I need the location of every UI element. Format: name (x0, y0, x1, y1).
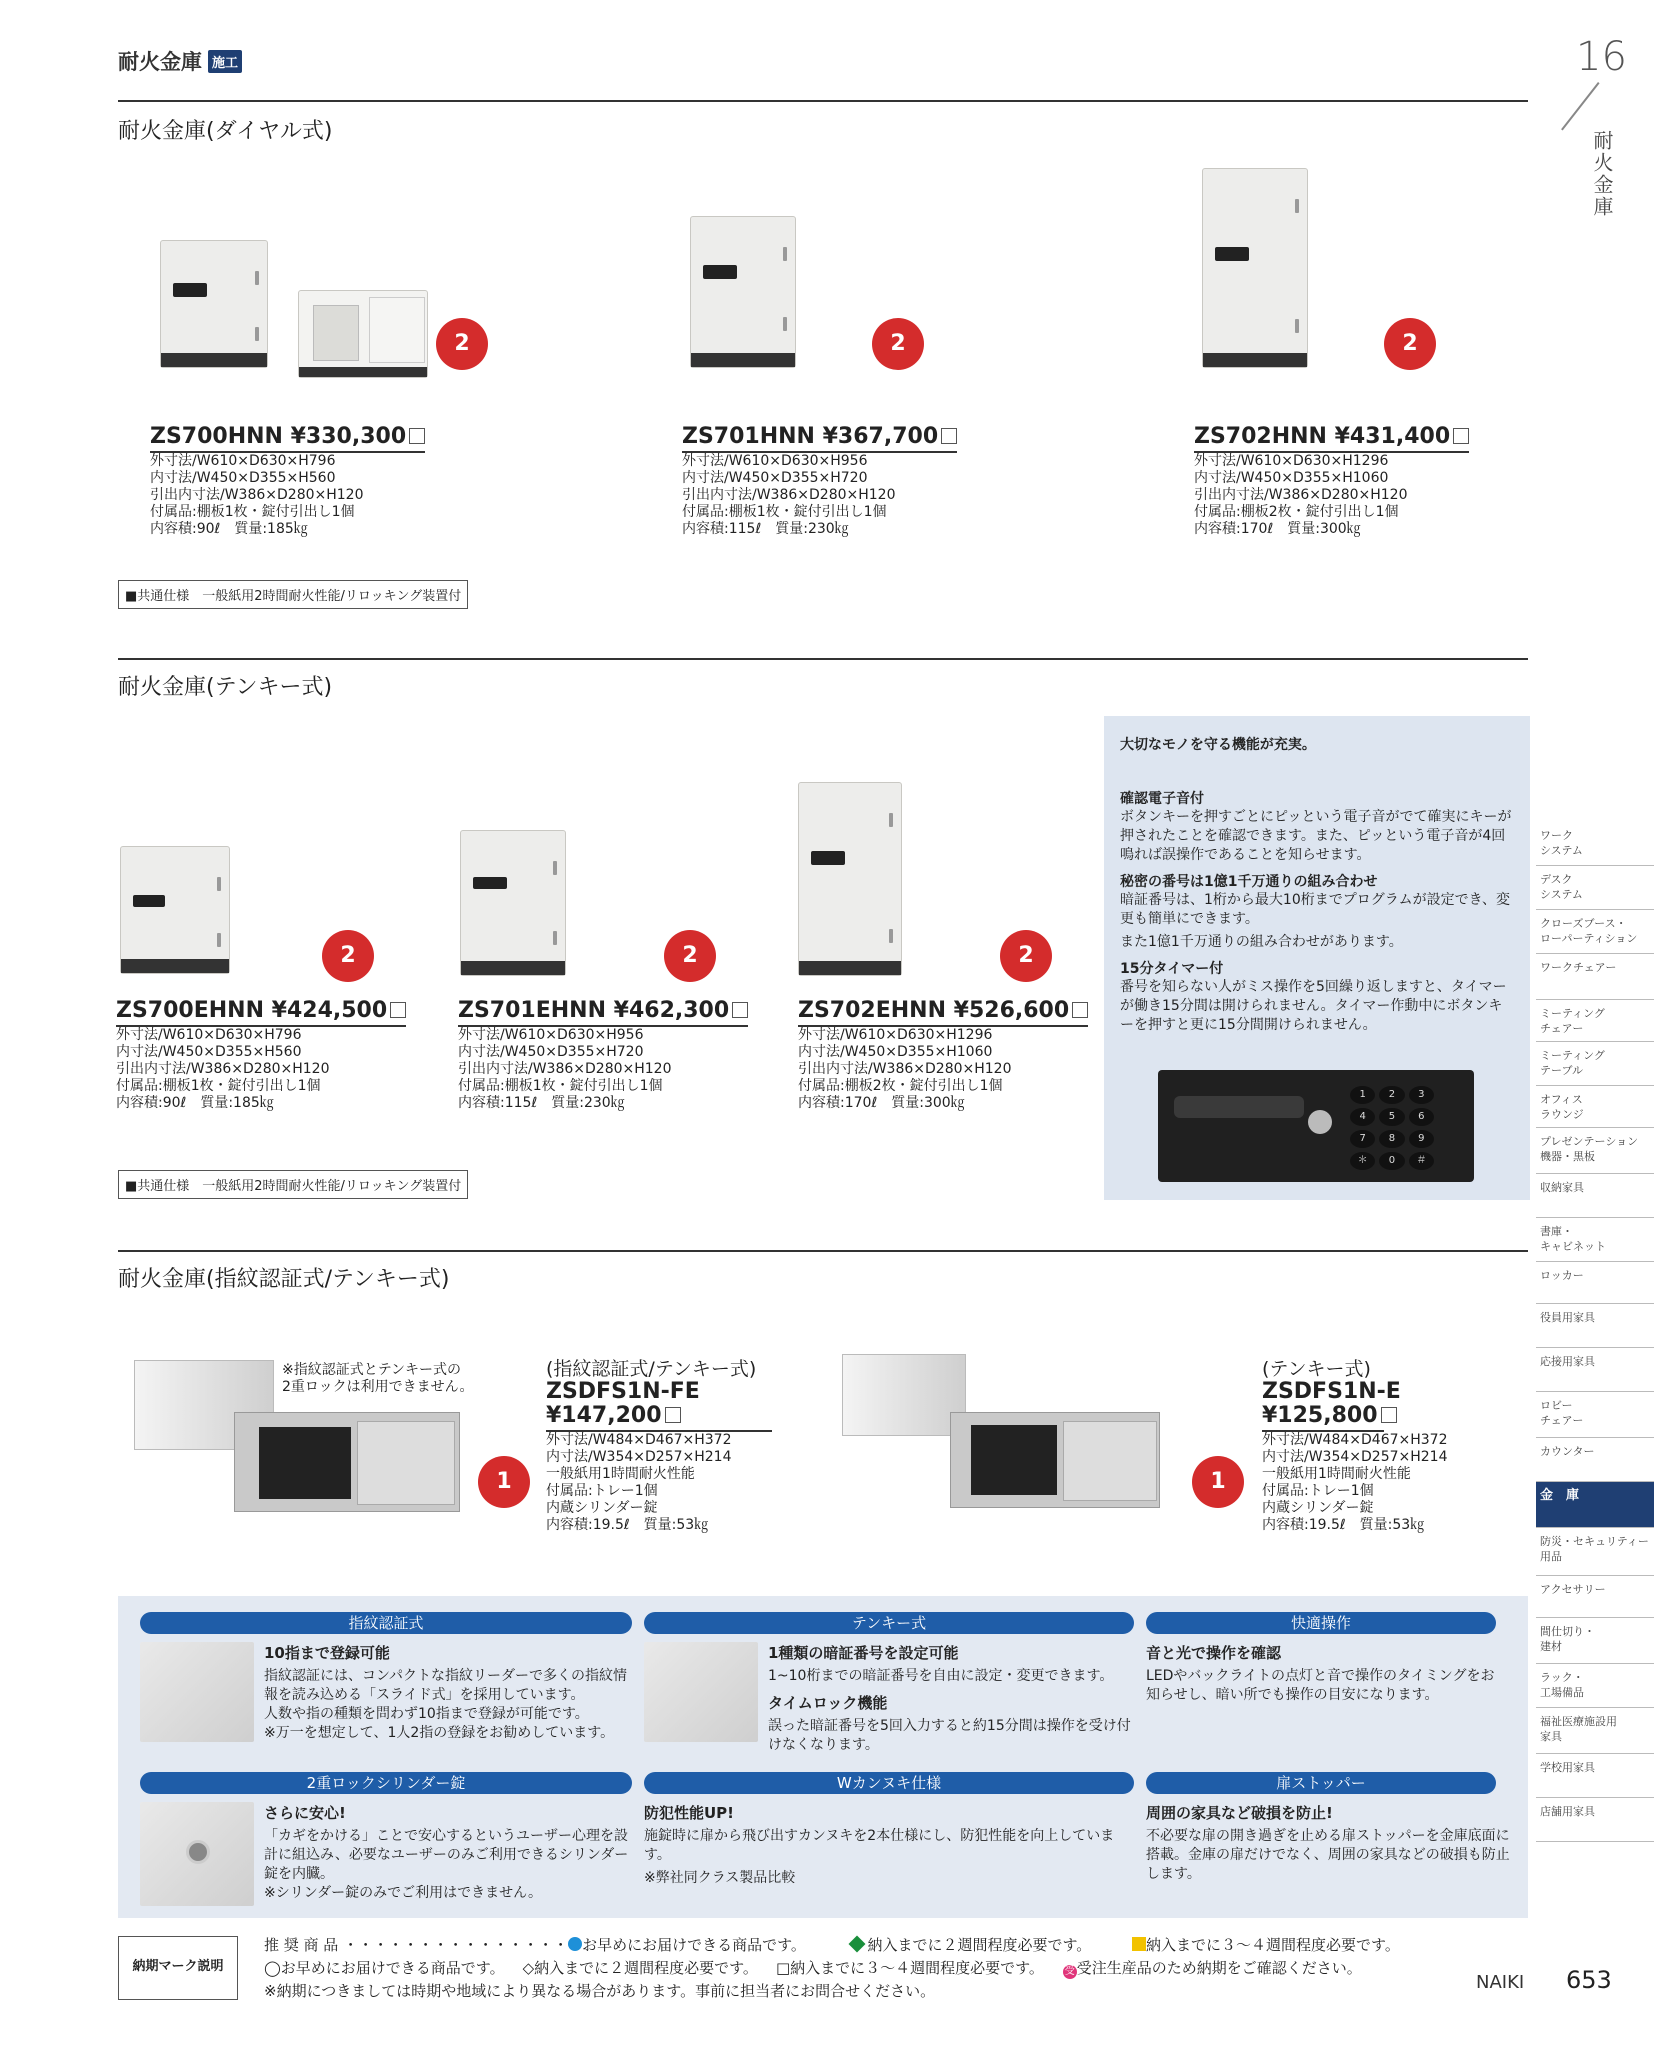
delivery-mark-icon: 2 (1384, 318, 1436, 370)
key: 4 (1350, 1108, 1375, 1126)
common-spec: ■共通仕様 一般紙用2時間耐火性能/リロッキング装置付 (118, 580, 468, 609)
product-card (682, 424, 957, 538)
feature-heading: 音と光で操作を確認 (1146, 1644, 1282, 1662)
category-title: 耐火金庫 (118, 50, 202, 74)
safe-image (690, 216, 796, 368)
sidebar-item[interactable]: ラック・ 工場備品 (1536, 1664, 1654, 1708)
feature-text: 人数や指の種類を問わず10指まで登録が可能です。 (264, 1706, 589, 1722)
key: 1 (1350, 1086, 1375, 1104)
sidebar-item[interactable]: オフィス ラウンジ (1536, 1086, 1654, 1128)
product-specs: 外寸法/W610×D630×H796 内寸法/W450×D355×H560 引出内寸法/W386×D280×H120 付属品:棚板1枚・錠付引出し1個 内容積:90ℓ 質量:185㎏ (150, 453, 364, 537)
feature-heading: 防犯性能UP! (644, 1804, 735, 1822)
feature-heading: 確認電子音付 (1120, 791, 1204, 807)
safe-open-image (234, 1412, 460, 1512)
product-card (1194, 424, 1469, 538)
sidebar-item[interactable]: ミーティング テーブル (1536, 1042, 1654, 1086)
delivery-mark-icon: 1 (478, 1456, 530, 1508)
sidebar-item[interactable]: 金 庫 (1536, 1482, 1654, 1528)
feature-block (264, 1802, 632, 1903)
legend-note: ※納期につきましては時期や地域により異なる場合があります。事前に担当者にお問合せください。 (264, 1982, 936, 2000)
key: 6 (1409, 1108, 1434, 1126)
page-category (118, 46, 242, 76)
product-model: ZSDFS1N-E (1262, 1379, 1401, 1404)
key: ＃ (1409, 1152, 1434, 1170)
feature-text: ※シリンダー錠のみでご利用はできません。 (264, 1885, 543, 1901)
feature-text: 不必要な扉の開き過ぎを止める扉ストッパーを金庫底面に搭載。金庫の扉だけでなく、周囲の家具などの破損も防止します。 (1146, 1828, 1510, 1882)
sidebar-item[interactable]: ワークチェアー (1536, 954, 1654, 1000)
delivery-mark-icon: 2 (436, 318, 488, 370)
feature-block (1146, 1802, 1512, 1884)
divider (118, 100, 1528, 102)
product-price: ¥147,200 (546, 1403, 772, 1432)
sidebar-item[interactable]: ロッカー (1536, 1262, 1654, 1304)
sidebar-item[interactable]: 福祉医療施設用 家具 (1536, 1708, 1654, 1754)
product-specs: 外寸法/W484×D467×H372 内寸法/W354×D257×H214 一般紙用1時間耐火性能 付属品:トレー1個 内蔵シリンダー錠 内容積:19.5ℓ 質量:53㎏ (1262, 1432, 1448, 1533)
sidebar-item[interactable]: 役員用家具 (1536, 1304, 1654, 1348)
finger-note: ※指紋認証式とテンキー式の 2重ロックは利用できません。 (282, 1362, 474, 1395)
feature-text: 指紋認証には、コンパクトな指紋リーダーで多くの指紋情報を読み込める「スライド式」を採用しています。 (264, 1668, 628, 1703)
sidebar-item[interactable]: プレゼンテーション 機器・黒板 (1536, 1128, 1654, 1174)
key: 0 (1379, 1152, 1404, 1170)
product-specs: 外寸法/W610×D630×H956 内寸法/W450×D355×H720 引出内寸法/W386×D280×H120 付属品:棚板1枚・錠付引出し1個 内容積:115ℓ 質量:230㎏ (682, 453, 896, 537)
feature-block (1146, 1642, 1506, 1705)
feature-text: 誤った暗証番号を5回入力すると約15分間は操作を受け付けなくなります。 (768, 1718, 1131, 1753)
sidebar-item[interactable]: 学校用家具 (1536, 1754, 1654, 1798)
safe-image (460, 830, 566, 976)
model-price: ZS700HNN ¥330,300 (150, 424, 425, 453)
key: 7 (1350, 1130, 1375, 1148)
feature-text: 番号を知らない人がミス操作を5回繰り返しますと、タイマーが働き15分間は開けられません。タイマー作動中にボタンキーを押すと更に15分間開けられません。 (1120, 979, 1507, 1033)
key: 9 (1409, 1130, 1434, 1148)
brand-name: NAIKI (1476, 1972, 1525, 1993)
feature-text: 1~10桁までの暗証番号を自由に設定・変更できます。 (768, 1668, 1114, 1684)
key: 2 (1379, 1086, 1404, 1104)
chapter-vertical-title: 耐火金庫 (1590, 130, 1614, 218)
feature-title: 大切なモノを守る機能が充実。 (1120, 737, 1316, 753)
section-title-finger: 耐火金庫(指紋認証式/テンキー式) (118, 1267, 450, 1292)
feature-heading: さらに安心! (264, 1804, 346, 1822)
sidebar-item[interactable]: デスク システム (1536, 866, 1654, 910)
page-number: 653 (1566, 1966, 1612, 1994)
feature-text: ※万一を想定して、1人2指の登録をお勧めしています。 (264, 1725, 615, 1741)
product-specs: 外寸法/W610×D630×H796 内寸法/W450×D355×H560 引出内寸法/W386×D280×H120 付属品:棚板1枚・錠付引出し1個 内容積:90ℓ 質量:185㎏ (116, 1027, 330, 1111)
feature-text: LEDやバックライトの点灯と音で操作のタイミングをお知らせし、暗い所でも操作の目安になります。 (1146, 1668, 1495, 1703)
legend-line-1: 推 奨 商 品 ・・・・・・・・・・・・・・・ お早めにお届けできる商品です。 納入までに２週間程度必要です。 納入までに３～４週間程度必要です。 (264, 1936, 1400, 1954)
feature-pill: テンキー式 (644, 1612, 1134, 1634)
product-card (116, 998, 406, 1112)
sidebar-item[interactable]: ミーティング チェアー (1536, 1000, 1654, 1042)
feature-pill: Wカンヌキ仕様 (644, 1772, 1134, 1794)
safe-open-image (950, 1412, 1160, 1508)
feature-heading: 15分タイマー付 (1120, 961, 1224, 977)
delivery-legend-label: 納期マーク説明 (118, 1936, 238, 2000)
product-type: (テンキー式) (1262, 1358, 1371, 1380)
product-card (458, 998, 748, 1112)
chapter-slash (1561, 82, 1600, 131)
sidebar-item[interactable]: ロビー チェアー (1536, 1392, 1654, 1438)
sidebar-item[interactable]: 書庫・ キャビネット (1536, 1218, 1654, 1262)
delivery-mark-icon: 1 (1192, 1456, 1244, 1508)
feature-text: ※弊社同クラス製品比較 (644, 1870, 796, 1886)
feature-block (644, 1802, 1124, 1888)
cylinder-lock-photo (140, 1802, 254, 1906)
product-price: ¥125,800 (1262, 1403, 1384, 1432)
feature-pill: 扉ストッパー (1146, 1772, 1496, 1794)
sidebar-item[interactable]: アクセサリー (1536, 1576, 1654, 1618)
feature-block (264, 1642, 632, 1743)
keypad-image (1158, 1070, 1474, 1182)
section-title-dial: 耐火金庫(ダイヤル式) (118, 119, 333, 144)
product-card (150, 424, 425, 538)
feature-text: 暗証番号は、1桁から最大10桁までプログラムが設定でき、変更も簡単にできます。 (1120, 892, 1511, 927)
safe-image (1202, 168, 1308, 368)
feature-heading: 周囲の家具など破損を防止! (1146, 1804, 1333, 1822)
key: 8 (1379, 1130, 1404, 1148)
feature-pill: 指紋認証式 (140, 1612, 632, 1634)
feature-heading: タイムロック機能 (768, 1694, 888, 1712)
product-card (546, 1354, 772, 1534)
keypad-photo (644, 1642, 758, 1742)
key: 3 (1409, 1086, 1434, 1104)
safe-image (120, 846, 230, 974)
key-cylinder-icon (1308, 1110, 1332, 1134)
product-card (798, 998, 1088, 1112)
delivery-mark-icon: 2 (872, 318, 924, 370)
feature-text: また1億1千万通りの組み合わせがあります。 (1120, 934, 1403, 950)
fingerprint-photo (140, 1642, 254, 1742)
sidebar-item[interactable]: カウンター (1536, 1438, 1654, 1482)
construction-badge: 施工 (208, 50, 242, 73)
feature-text: ボタンキーを押すごとにピッという電子音がでて確実にキーが押されたことを確認できます。また、ピッという電子音が4回鳴れば誤操作であることを知らせます。 (1120, 809, 1512, 863)
model-price: ZS700EHNN ¥424,500 (116, 998, 406, 1027)
sidebar-item[interactable]: クローズブース・ ローパーティション (1536, 910, 1654, 954)
safe-closed-image (842, 1354, 966, 1436)
safe-image (798, 782, 902, 976)
model-price: ZS701HNN ¥367,700 (682, 424, 957, 453)
common-spec: ■共通仕様 一般紙用2時間耐火性能/リロッキング装置付 (118, 1170, 468, 1199)
sidebar-item[interactable]: 収納家具 (1536, 1174, 1654, 1218)
model-price: ZS702EHNN ¥526,600 (798, 998, 1088, 1027)
keypad-grid (1350, 1086, 1434, 1170)
feature-heading: 10指まで登録可能 (264, 1644, 390, 1662)
chapter-number: 16 (1576, 34, 1627, 80)
feature-heading: 秘密の番号は1億1千万通りの組み合わせ (1120, 874, 1378, 890)
feature-text: 「カギをかける」ことで安心するというユーザー心理を設計に組込み、必要なユーザーのみご利用できるシリンダー錠を内臓。 (264, 1828, 629, 1882)
section-title-tenkey: 耐火金庫(テンキー式) (118, 675, 333, 700)
product-type: (指紋認証式/テンキー式) (546, 1358, 757, 1380)
delivery-mark-icon: 2 (664, 930, 716, 982)
feature-block (768, 1642, 1134, 1755)
product-specs: 外寸法/W610×D630×H1296 内寸法/W450×D355×H1060 引出内寸法/W386×D280×H120 付属品:棚板2枚・錠付引出し1個 内容積:170ℓ 質量:300㎏ (1194, 453, 1408, 537)
model-price: ZS701EHNN ¥462,300 (458, 998, 748, 1027)
divider (118, 1250, 1528, 1252)
sidebar-item[interactable]: 応接用家具 (1536, 1348, 1654, 1392)
product-specs: 外寸法/W610×D630×H1296 内寸法/W450×D355×H1060 引出内寸法/W386×D280×H120 付属品:棚板2枚・錠付引出し1個 内容積:170ℓ 質量:300㎏ (798, 1027, 1012, 1111)
product-card (1262, 1354, 1448, 1534)
sidebar-item[interactable]: ワーク システム (1536, 822, 1654, 866)
sidebar-item[interactable]: 防災・セキュリティー 用品 (1536, 1528, 1654, 1576)
feature-text: 施錠時に扉から飛び出すカンヌキを2本仕様にし、防犯性能を向上しています。 (644, 1828, 1115, 1863)
feature-pill: 快適操作 (1146, 1612, 1496, 1634)
divider (118, 658, 1528, 660)
sidebar-item[interactable]: 間仕切り・ 建材 (1536, 1618, 1654, 1664)
key: ＊ (1350, 1152, 1375, 1170)
legend-line-2: ◯お早めにお届けできる商品です。 ◇納入までに２週間程度必要です。 □納入までに３～４週間程度必要です。 受 受注生産品のため納期をご確認ください。 (264, 1959, 1362, 1977)
delivery-mark-icon: 2 (322, 930, 374, 982)
key: 5 (1379, 1108, 1404, 1126)
feature-pill: 2重ロックシリンダー錠 (140, 1772, 632, 1794)
feature-heading: 1種類の暗証番号を設定可能 (768, 1644, 959, 1662)
handle (1174, 1096, 1304, 1118)
delivery-mark-icon: 2 (1000, 930, 1052, 982)
product-model: ZSDFS1N-FE (546, 1379, 700, 1404)
safe-image (160, 240, 268, 368)
product-specs: 外寸法/W484×D467×H372 内寸法/W354×D257×H214 一般紙用1時間耐火性能 付属品:トレー1個 内蔵シリンダー錠 内容積:19.5ℓ 質量:53㎏ (546, 1432, 732, 1533)
safe-open-image (298, 290, 428, 378)
product-specs: 外寸法/W610×D630×H956 内寸法/W450×D355×H720 引出内寸法/W386×D280×H120 付属品:棚板1枚・錠付引出し1個 内容積:115ℓ 質量:230㎏ (458, 1027, 672, 1111)
model-price: ZS702HNN ¥431,400 (1194, 424, 1469, 453)
sidebar-item[interactable]: 店舗用家具 (1536, 1798, 1654, 1842)
